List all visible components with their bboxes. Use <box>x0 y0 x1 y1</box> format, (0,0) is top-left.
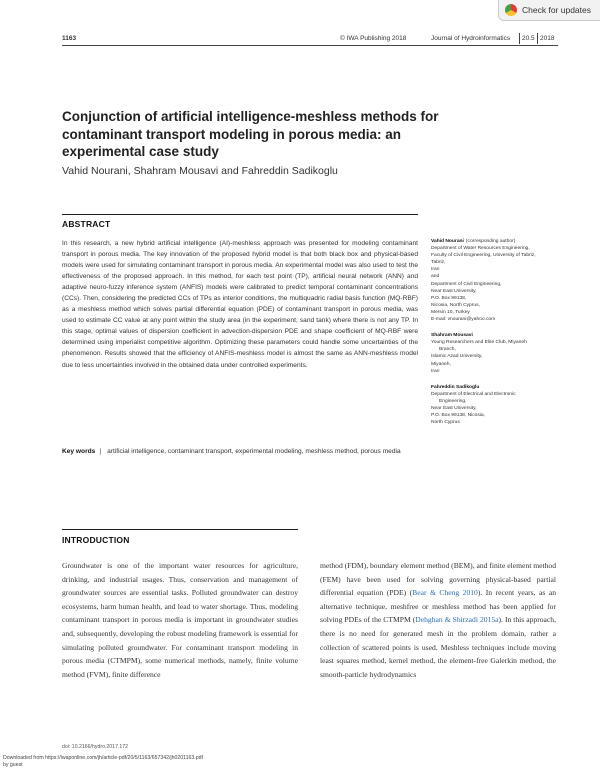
page-number: 1163 <box>62 35 77 42</box>
check-for-updates-badge[interactable] <box>498 0 600 21</box>
affiliation-block <box>431 332 559 375</box>
affiliation-line: Young Researchers and Elite Club, Miyaneh <box>431 340 527 346</box>
affiliation-line: Miyaneh, <box>431 361 451 367</box>
affiliation-line: Department of Civil Engineering, <box>431 281 502 287</box>
citation-link[interactable]: Bear & Cheng 2010 <box>412 588 478 598</box>
article-title: Conjunction of artificial intelligence-meshless methods for contaminant transport modeling in porous media: an experimental case study <box>62 109 439 159</box>
affiliation-line: Department of Electrical and Electronic <box>431 391 516 397</box>
affiliation-line: Faculty of Civil Engineering, University of Tabriz, <box>431 253 536 259</box>
intro-text: ). In this approach, there is no need for generated mesh in the problem domain, rather a collection of scattered points is used. Meshless techniques include moving least squares method, kernel method, the element-free Galerkin method, the smooth-particle hydrodynamics <box>320 615 556 679</box>
affiliation-block <box>431 384 559 427</box>
author-email[interactable]: E-mail: vnourani@yahoo.com <box>431 317 496 323</box>
check-for-updates-label: Check for updates <box>522 5 591 15</box>
intro-text: method (FDM), boundary element method (BEM), and finite element method (FEM) have been used for solving governing physical-based partial differential equation (PDE) ( <box>320 561 556 598</box>
abstract-text: In this research, a new hybrid artificial intelligence (AI)-meshless approach was presented for modeling contaminant transport in porous media. The key innovation of the proposed hybrid model is that both black box and physical-based models were used for simulating contaminant transport in porous media. An experimental model was also used to test the effectiveness of the proposed approach. In this method, for each test point (TP), artificial neural network (ANN) and adaptive neuro-fuzzy inference system (ANFIS) models were calibrated to predict temporal contaminant concentrations (CCs). Then, considering the predicted CCs of TPs as interior conditions, the multiquadric radial basis function (MQ-RBF) as a meshless method which solves partial differential equation (PDE) of contaminant transport in porous media, was used to estimate CC value at any point within the study area (in the experiment, sand tank) where there is not any TP. In this stage, optimal values of dispersion coefficient in advection-dispersion PDE and shape coefficient of MQ-RBF were determined using imperialist competitive algorithm. Optimizing these parameters could handle some uncertainties of the phenomenon. Results showed that the efficiency of ANFIS-meshless model is almost the same as ANN-meshless model due to less uncertainties involved in the obtained data under controlled experiments. <box>62 240 418 369</box>
introduction-rule <box>62 529 298 530</box>
abstract-heading: ABSTRACT <box>62 219 111 229</box>
affiliation-line: Mersin 10, Turkey <box>431 309 470 315</box>
header-divider <box>519 33 520 44</box>
intro-column-left: Groundwater is one of the important water resources for agriculture, drinking, and industrial usages. Thus, conservation and management of groundwater sources are essential tasks. Polluted groundwater can destroy ecosystems, harm human health, and lead to water shortage. Thus, modeling contaminant transport in porous media is important in groundwater studies and, subsequently, developing the robust modeling framework is essential for simulating polluted groundwater. For contaminant transport modeling in porous media (CTMPM), some numerical methods, namely, finite volume method (FVM), finite difference <box>62 561 298 679</box>
affiliation-block <box>431 238 559 323</box>
affiliation-line: Near East University, <box>431 405 477 411</box>
author-list: Vahid Nourani, Shahram Mousavi and Fahreddin Sadikoglu <box>62 165 338 177</box>
affiliation-line: Tabriz, <box>431 260 446 266</box>
header-divider <box>537 33 538 44</box>
affiliation-author-name: Shahram Mousavi <box>431 333 473 339</box>
volume-issue: 20.5 <box>522 35 535 42</box>
affiliation-author-name: Vahid Nourani <box>431 239 464 244</box>
header-rule <box>62 45 558 46</box>
doi[interactable]: doi: 10.2166/hydro.2017.172 <box>62 744 129 750</box>
download-footer <box>3 755 203 768</box>
journal-name: Journal of Hydroinformatics <box>431 35 511 42</box>
affiliation-line: Branch, <box>439 347 456 353</box>
abstract-rule <box>62 214 418 215</box>
affiliation-line: North Cyprus <box>431 420 460 426</box>
affiliation-line: Department of Water Resources Engineering, <box>431 246 530 252</box>
citation-link[interactable]: Dehghan & Shirzadi 2015a <box>415 615 499 625</box>
affiliation-line: P.O. Box 99138, Nicosia, <box>431 413 486 419</box>
update-check-icon <box>505 4 517 16</box>
affiliation-line: P.O. Box 99138, <box>431 295 467 301</box>
intro-column-right <box>320 559 556 681</box>
affiliation-line: Iran <box>431 368 440 374</box>
affiliation-line: Near East University, <box>431 288 477 294</box>
keywords-label: Key words <box>62 448 96 455</box>
affiliation-line: and <box>431 274 440 280</box>
affiliation-role: (corresponding author) <box>465 239 516 244</box>
affiliation-line: Engineering, <box>439 398 467 404</box>
keywords-text: artificial intelligence, contaminant transport, experimental modeling, meshless method, porous media <box>107 448 401 455</box>
affiliation-author-name: Fahreddin Sadikoglu <box>431 384 480 390</box>
year: 2018 <box>540 35 555 42</box>
affiliation-line: Islamic Azad University, <box>431 354 483 360</box>
intro-text: ). In recent years, as an alternative technique, meshfree or meshless method has been applied for solving PDEs of the CTMPM ( <box>320 588 556 625</box>
keywords <box>62 446 418 457</box>
download-user: by guest <box>3 761 23 768</box>
author-affiliations <box>431 238 559 435</box>
download-source: Downloaded from https://iwaponline.com/jh/article-pdf/20/5/1163/657342/jh0201163.pdf <box>3 755 203 761</box>
keywords-separator: | <box>99 448 102 455</box>
affiliation-line: Nicosia, North Cyprus, <box>431 302 480 308</box>
copyright: © IWA Publishing 2018 <box>340 35 407 42</box>
introduction-heading: INTRODUCTION <box>62 535 130 545</box>
affiliation-line: Iran <box>431 267 440 273</box>
